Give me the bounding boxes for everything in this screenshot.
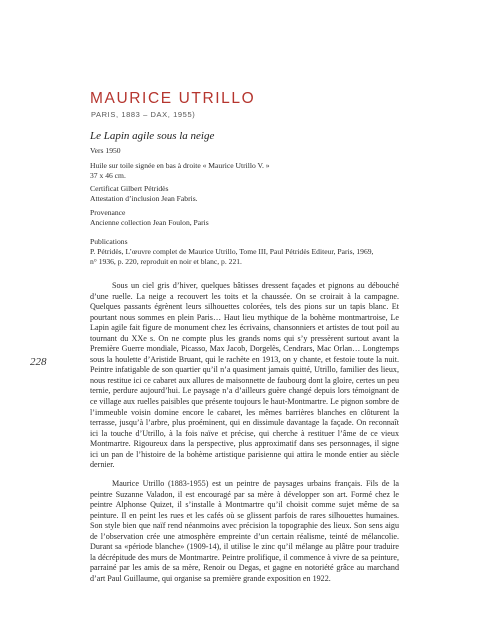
artwork-medium [90, 161, 402, 181]
paragraph-text: Maurice Utrillo (1883-1955) est un peintre de paysages urbains français. Fils de la peintre Suzanne Valadon, il est encouragé par sa mère à développer son art. Formé chez le peintre Alphonse Quizet, il s’installe à Montmartre qu’il choisit comme sujet même de sa peinture. Il en peint les rues et les cafés où se glissent parfois de rares silhouettes humaines. Son style bien que naïf rend néanmoins avec précision la topographie des lieux. Son sens aigu de l’observation crée une atmosphère empreinte d’un certain réalisme, teinté de mélancolie. Durant sa «période blanche» (1909-14), il utilise le zinc qu’il mélange au plâtre pour traduire la décrépitude des murs de Montmartre. Peintre prolifique, il commence à vivre de sa peinture, parrainé par les amis de sa mère, Renoir ou Degas, et gagne en notoriété grâce au marchand d’art Paul Guillaume, qui organise sa première grande exposition en 1922. [90, 479, 399, 583]
description-paragraph [90, 281, 399, 471]
provenance-heading: Provenance [90, 208, 126, 217]
certificate-line: Certificat Gilbert Pétridès [90, 184, 169, 193]
artwork-publications [90, 237, 402, 267]
provenance-line: Ancienne collection Jean Foulon, Paris [90, 218, 209, 227]
artwork-provenance [90, 208, 402, 228]
artwork-date: Vers 1950 [90, 146, 121, 155]
biography-paragraph [90, 479, 399, 584]
dimensions-line: 37 x 46 cm. [90, 171, 126, 180]
publication-line: P. Pétridès, L’œuvre complet de Maurice Utrillo, Tome III, Paul Pétridès Editeur, Paris, 1969, [90, 247, 374, 256]
paragraph-text: Sous un ciel gris d’hiver, quelques bâtisses dressent façades et pignons au débouché d’une ruelle. La neige a recouvert les toits et la chaussée. On se croirait à la campagne. Quelques passants égrènent leurs silhouettes colorées, tels des pions sur un tapis blanc. Et pourtant nous sommes en plein Paris… Haut lieu mythique de la bohème montmartroise, Le Lapin agile fait figure de monument chez les écrivains, chansonniers et artistes de tout poil au tournant du XXe s. On ne compte plus les grands noms qui s’y pressèrent surtout avant la Première Guerre mondiale, Picasso, Max Jacob, Dorgelès, Cendrars, Mac Orlan… Longtemps sous la houlette d’Aristide Bruant, qui le rachète en 1913, on y chante, et festoie toute la nuit. Peintre infatigable de son quartier qu’il n’a quasiment jamais quitté, Utrillo, familier des lieux, nous restitue ici ce cabaret aux allures de maisonnette de faubourg dont la gloire, certes un peu ternie, perdure aujourd’hui. Le paysage n’a d’ailleurs guère changé depuis lors témoignant de ce village aux ruelles paisibles que présente toujours le haut-Montmartre. Le pignon sombre de l’immeuble voisin domine encore le cabaret, les mêmes barrières blanches en clôturent la terrasse, jusqu’à l’arbre, plus proéminent, qui en dissimule davantage la façade. On reconnaît ici la touche d’Utrillo, à la fois naïve et précise, qui cherche à restituer l’âme de ce vieux Montmartre. Rigoureux dans la perspective, plus approximatif dans ses personnages, il signe ici un pan de l’histoire de la bohème artistique parisienne qui attira le monde entier au siècle dernier. [90, 281, 399, 470]
artist-name: MAURICE UTRILLO [90, 90, 256, 107]
publication-line: n° 1936, p. 220, reproduit en noir et blanc, p. 221. [90, 257, 242, 266]
page-number: 228 [30, 356, 47, 368]
attestation-line: Attestation d’inclusion Jean Fabris. [90, 194, 198, 203]
artwork-certificate [90, 184, 402, 204]
artist-dates: PARIS, 1883 – DAX, 1955) [91, 110, 196, 119]
publications-heading: Publications [90, 237, 128, 246]
medium-line: Huile sur toile signée en bas à droite « Maurice Utrillo V. » [90, 161, 270, 170]
artwork-title: Le Lapin agile sous la neige [90, 130, 215, 142]
